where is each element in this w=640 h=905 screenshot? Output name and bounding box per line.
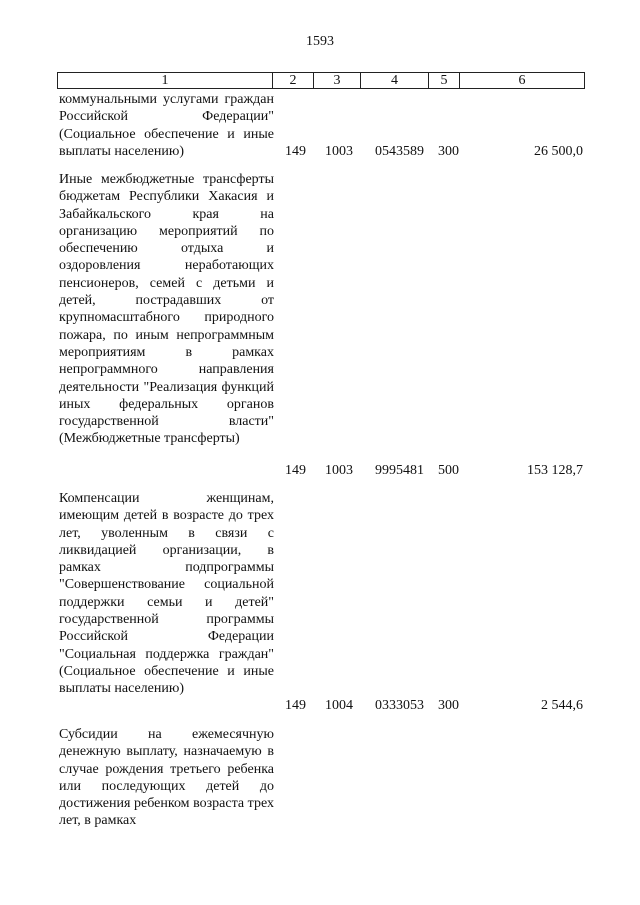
row-3-col-3: 1004 xyxy=(325,698,353,713)
row-1-description: коммунальными услугами граждан Российской Федерации" (Социальное обеспечение и иные выплаты населению) xyxy=(59,92,274,159)
row-3-col-2: 149 xyxy=(285,698,306,713)
row-1-col-2: 149 xyxy=(285,144,306,159)
column-header-6: 6 xyxy=(460,73,585,89)
row-1-col-5: 300 xyxy=(438,144,459,159)
row-2-col-4: 9995481 xyxy=(375,463,424,478)
row-2-col-2: 149 xyxy=(285,463,306,478)
column-header-2: 2 xyxy=(273,73,314,89)
row-1-col-4: 0543589 xyxy=(375,144,424,159)
page-number: 1593 xyxy=(306,34,334,49)
row-1-col-3: 1003 xyxy=(325,144,353,159)
column-header-3: 3 xyxy=(314,73,361,89)
row-2-description: Иные межбюджетные трансферты бюджетам Республики Хакасия и Забайкальского края на организацию мероприятий по обеспечению отдыха и оздоровления неработающих пенсионеров, семей с детьми и детей, пострадавших от крупномасштабного природного пожара, по иным непрограммным мероприятиям в рамках непрограммного направления деятельности "Реализация функций иных федеральных органов государственной власти" (Межбюджетные трансферты) xyxy=(59,172,274,447)
column-header-table xyxy=(57,72,585,89)
row-3-description: Компенсации женщинам, имеющим детей в возрасте до трех лет, уволенным в связи с ликвидацией организации, в рамках подпрограммы "Совершенствование социальной поддержки семьи и детей" государственной программы Российской Федерации "Социальная поддержка граждан" (Социальное обеспечение и иные выплаты населению) xyxy=(59,491,274,697)
column-header-1: 1 xyxy=(58,73,273,89)
row-3-col-6: 2 544,6 xyxy=(541,698,583,713)
row-2-col-3: 1003 xyxy=(325,463,353,478)
row-3-col-4: 0333053 xyxy=(375,698,424,713)
row-3-col-5: 300 xyxy=(438,698,459,713)
column-header-row xyxy=(58,73,585,89)
row-2-col-6: 153 128,7 xyxy=(527,463,583,478)
row-2-col-5: 500 xyxy=(438,463,459,478)
column-header-5: 5 xyxy=(429,73,460,89)
column-header-4: 4 xyxy=(361,73,429,89)
row-4-description: Субсидии на ежемесячную денежную выплату, назначаемую в случае рождения третьего ребенка или последующих детей до достижения ребенком возраста трех лет, в рамках xyxy=(59,727,274,829)
row-1-col-6: 26 500,0 xyxy=(534,144,583,159)
